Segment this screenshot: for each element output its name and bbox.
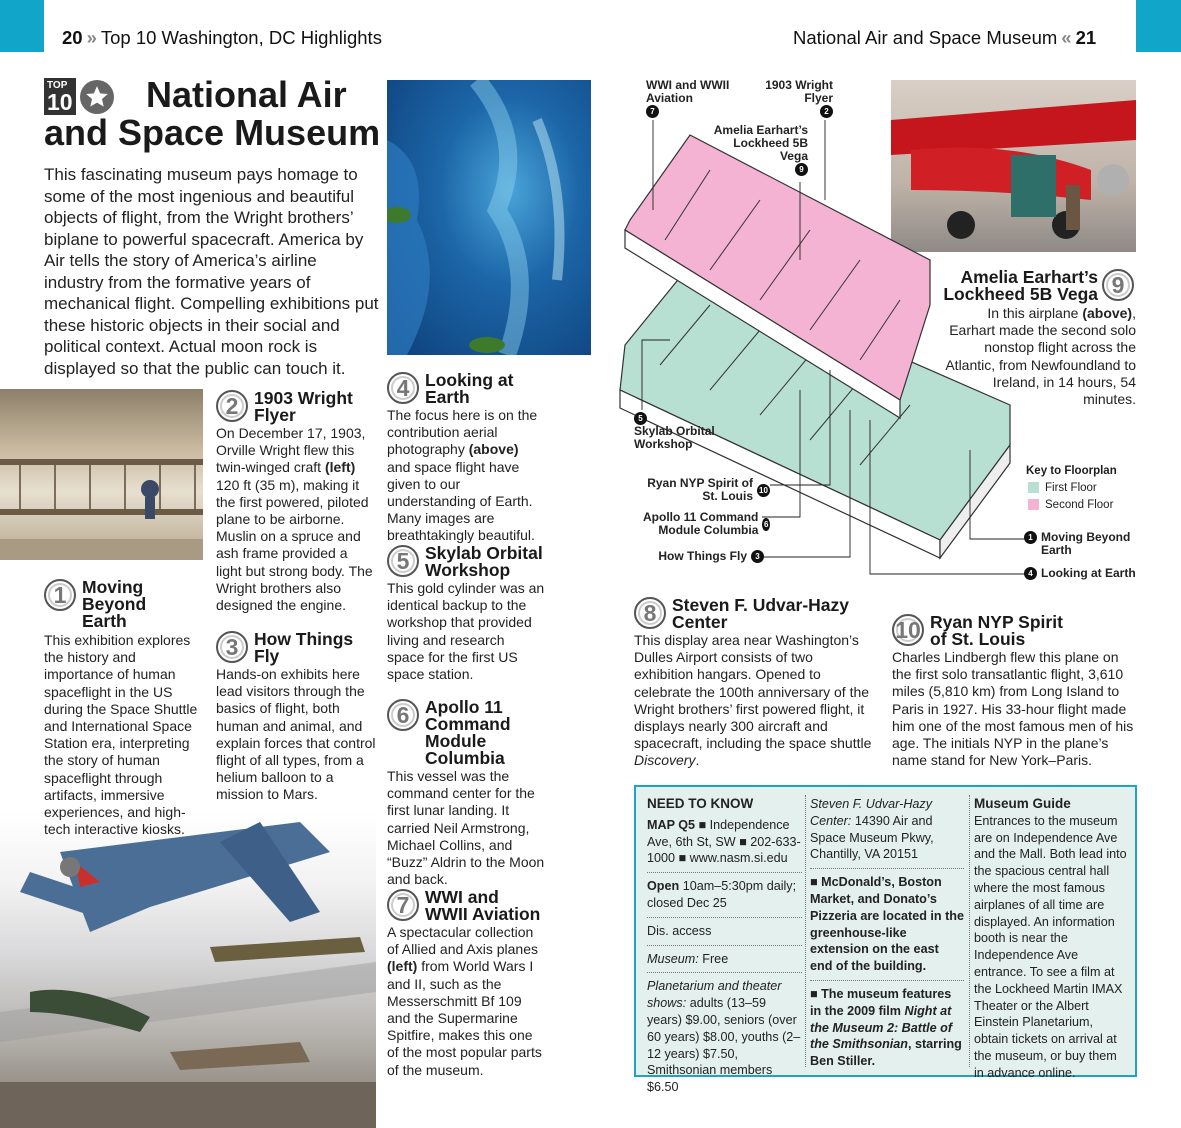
section-text: This display area near Washington’s Dulles Airport consists of two exhibition hangars. Opened to celebrate the 100th anniversary of the Wright brothers’ first powered flight, it displays nearly 300 aircraft and spacecraft, including the space shuttle Discovery. xyxy=(634,632,872,769)
callout-moving-beyond: 1 Moving Beyond Earth xyxy=(1024,531,1133,557)
aviation-hangar-photo xyxy=(0,812,376,1128)
admission-fee: Free xyxy=(702,951,729,966)
earth-photo xyxy=(387,80,591,355)
wright-flyer-photo xyxy=(0,389,203,560)
number-badge: 3 xyxy=(216,631,248,663)
number-badge: 4 xyxy=(387,372,419,404)
museum-guide-heading: Museum Guide xyxy=(974,796,1071,811)
section-text: Charles Lindbergh flew this plane on the first solo transatlantic flight, 3,610 miles (5,810 km) from Long Island to Paris in 1927. His 33-hour flight made him one of the most famous men of his age. The initials NYP in the plane’s name stand for New York–Paris. xyxy=(892,649,1134,769)
callout-number: 4 xyxy=(1024,567,1037,580)
number-badge: 6 xyxy=(387,699,419,731)
chevron-right-icon: » xyxy=(86,27,97,48)
callout-number: 10 xyxy=(757,484,770,497)
callout-apollo: Apollo 11 Command Module Columbia 6 xyxy=(643,510,769,537)
section-text: On December 17, 1903, Orville Wright flew this twin-winged craft (left) 120 ft (35 m), making it the first powered, piloted plane to be airborne. Muslin on a spruce and ash frame provided a light but strong body. The Wright brothers also designed the engine. xyxy=(216,425,373,614)
section-text: The focus here is on the contribution aerial photography (above) and space flight have given to our understanding of Earth. Many images are breathtakingly beautiful. xyxy=(387,407,538,544)
header-accent-left xyxy=(0,0,44,52)
section-1 xyxy=(44,579,204,838)
floorplan-key: Key to Floorplan First Floor Second Floor xyxy=(1026,465,1117,511)
number-badge: 8 xyxy=(634,597,666,629)
left-header-title: Top 10 Washington, DC Highlights xyxy=(100,27,382,48)
page-title: National Air and Space Museum xyxy=(44,74,381,153)
chevron-left-icon: « xyxy=(1061,27,1072,48)
map-label: MAP Q5 xyxy=(647,817,696,832)
callout-number: 7 xyxy=(646,105,659,118)
ntk-column-1: NEED TO KNOW MAP Q5 ■ Independence Ave, 6th St, SW ■ 202-633-1000 ■ www.nasm.si.edu Open 10am–5:30pm daily; closed Dec 25 Dis. access Museum: Free Planetarium and theater shows: adults (13–59 years) $9.00, seniors (over 60 years) $8.00, youths (2–12 years) $7.50, Smithsonian members $6.50 xyxy=(647,796,801,1095)
ntk-column-2: Steven F. Udvar-Hazy Center: 14390 Air and Space Museum Pkwy, Chantilly, VA 20151 ■ McDonald’s, Boston Market, and Donato’s Pizzeria are located in the greenhouse-like extension on the east end of the building. ■ The museum features in the 2009 film Night at the Museum 2: Battle of the Smithsonian, starring Ben Stiller. xyxy=(810,797,964,1069)
number-badge: 1 xyxy=(44,579,76,611)
callout-earhart: Amelia Earhart’s Lockheed 5B Vega 9 xyxy=(713,123,808,175)
section-heading: Steven F. Udvar-Hazy Center xyxy=(672,595,850,632)
callout-wright-flyer: 1903 Wright Flyer 2 xyxy=(765,78,833,117)
planetarium-prices: adults (13–59 years) $9.00, seniors (over 60 years) $8.00, youths (2–12 years) $7.50, Smithsonian members $6.50 xyxy=(647,996,801,1095)
need-to-know-box xyxy=(634,785,1137,1095)
disabled-access: Dis. access xyxy=(647,923,712,938)
opening-hours: 10am–5:30pm daily; closed Dec 25 xyxy=(647,879,797,910)
udvar-hazy-address: 14390 Air and Space Museum Pkwy, Chantilly, VA 20151 xyxy=(810,813,934,862)
section-9 xyxy=(940,269,1136,408)
divider xyxy=(969,795,970,1067)
header-accent-right xyxy=(1136,0,1181,52)
section-text: This gold cylinder was an identical backup to the workshop that provided living and research space for the first US space station. xyxy=(387,580,545,683)
section-2 xyxy=(216,390,376,614)
left-page-number: 20 xyxy=(62,27,83,48)
left-running-head xyxy=(62,27,382,49)
callout-wwi-wwii: WWI and WWII Aviation 7 xyxy=(646,78,730,117)
ntk-column-3 xyxy=(974,796,1130,1082)
section-6 xyxy=(387,699,545,888)
callout-number: 1 xyxy=(1024,531,1037,544)
phone: 202-633-1000 xyxy=(647,834,801,866)
key-title: Key to Floorplan xyxy=(1026,465,1117,477)
section-5 xyxy=(387,545,545,683)
number-badge: 9 xyxy=(1102,269,1134,301)
number-badge: 5 xyxy=(387,545,419,577)
divider xyxy=(805,795,806,1067)
section-text: In this airplane (above), Earhart made the second solo nonstop flight across the Atlantic, from Newfoundland to Ireland, in 14 hours, 54 minutes. xyxy=(945,305,1136,408)
callout-number: 3 xyxy=(751,550,764,563)
section-heading: Skylab Orbital Workshop xyxy=(425,543,543,580)
callout-skylab: 5 Skylab Orbital Workshop xyxy=(634,414,715,452)
section-heading: 1903 Wright Flyer xyxy=(254,388,353,425)
second-floor-swatch xyxy=(1028,499,1039,510)
right-page-number: 21 xyxy=(1075,27,1097,48)
callout-number: 6 xyxy=(763,519,769,529)
callout-number: 5 xyxy=(634,412,647,425)
section-3 xyxy=(216,631,376,804)
food-tip: McDonald’s, Boston Market, and Donato’s Pizzeria are located in the greenhouse-like extension on the east end of the building. xyxy=(810,875,964,974)
section-heading: How Things Fly xyxy=(254,629,354,666)
section-4 xyxy=(387,372,545,545)
right-header-title: National Air and Space Museum xyxy=(793,27,1058,48)
callout-ryan-nyp: Ryan NYP Spirit of St. Louis 10 xyxy=(640,477,770,503)
section-7 xyxy=(387,889,545,1079)
right-running-head xyxy=(793,27,1096,49)
section-text: This vessel was the command center for the first lunar landing. It carried Neil Armstrong, Michael Collins, and “Buzz” Aldrin to the Moon and back. xyxy=(387,768,545,888)
callout-how-things-fly: How Things Fly 3 xyxy=(640,550,764,563)
number-badge: 7 xyxy=(387,889,419,921)
section-heading: Amelia Earhart’s Lockheed 5B Vega xyxy=(943,267,1098,304)
section-text: A spectacular collection of Allied and Axis planes (left) from World Wars I and II, such as the Messerschmitt Bf 109 and the Supermarine Spitfire, makes this one of the most popular parts of the museum. xyxy=(387,924,542,1078)
ntk-heading: NEED TO KNOW xyxy=(647,796,754,811)
section-heading: Moving Beyond Earth xyxy=(82,577,147,631)
top10-label: TOP 10 xyxy=(44,78,76,115)
address: Independence Ave, 6th St, SW xyxy=(647,817,790,849)
intro-paragraph: This fascinating museum pays homage to some of the most ingenious and beautiful objects of flight, from the Wright brothers’ biplane to powerful spacecraft. America by Air tells the story of America’s airline industry from the formative years of mechanical flight. Compelling exhibitions put these historic objects in their social and political context. Actual moon rock is displayed so that the public can touch it. xyxy=(44,165,379,378)
section-10 xyxy=(892,614,1136,769)
callout-number: 9 xyxy=(795,163,808,176)
section-text: This exhibition explores the history and importance of human spaceflight in the US during the Space Shuttle and International Space Station era, interpreting the story of human spaceflight through artifacts, immersive experiences, and high-tech interactive kiosks. xyxy=(44,632,198,838)
section-heading: Apollo 11 Command Module Columbia xyxy=(425,697,511,768)
section-text: Hands-on exhibits here lead visitors through the basics of flight, both human and animal, and explain forces that control flight of all types, from a helium balloon to a mission to Mars. xyxy=(216,666,376,803)
number-badge: 10 xyxy=(892,614,924,646)
first-floor-swatch xyxy=(1028,482,1039,493)
museum-guide-text: Entrances to the museum are on Independence Ave and the Mall. Both lead into the spacious central hall where the most famous airplanes of all time are displayed. An information booth is near the Independence Ave entrance. To see a film at the Lockheed Martin IMAX Theater or the Albert Einstein Planetarium, obtain tickets on arrival at the museum, or buy them in advance online. xyxy=(974,813,1127,1080)
section-heading: Ryan NYP Spirit of St. Louis xyxy=(930,612,1063,649)
callout-looking-earth: 4 Looking at Earth xyxy=(1024,567,1136,580)
section-heading: Looking at Earth xyxy=(425,370,514,407)
section-heading: WWI and WWII Aviation xyxy=(425,887,541,924)
callout-number: 2 xyxy=(820,105,833,118)
website-link[interactable]: www.nasm.si.edu xyxy=(689,851,788,866)
section-8 xyxy=(634,597,872,770)
number-badge: 2 xyxy=(216,390,248,422)
